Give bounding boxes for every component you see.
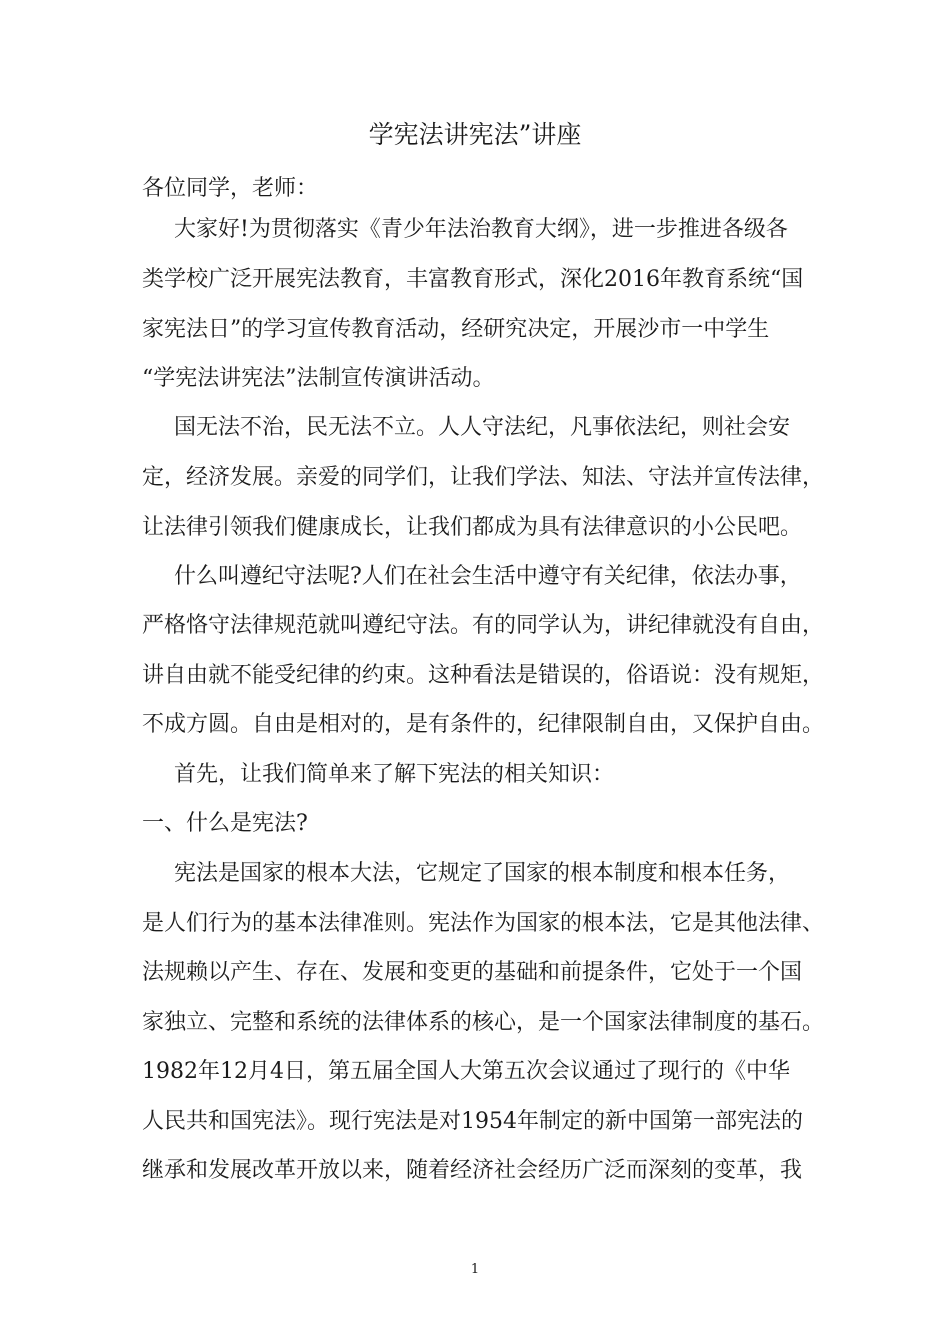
paragraph-line: 继承和发展改革开放以来，随着经济社会经历广泛而深刻的变革，我: [142, 1158, 803, 1183]
greeting: 各位同学，老师：: [142, 176, 319, 201]
paragraph-line: 家宪法日”的学习宣传教育活动，经研究决定，开展沙市一中学生: [142, 317, 770, 342]
paragraph-line: “学宪法讲宪法”法制宣传演讲活动。: [142, 366, 495, 391]
paragraph-line: 什么叫遵纪守法呢?人们在社会生活中遵守有关纪律，依法办事，: [174, 564, 802, 589]
paragraph-line: 大家好!为贯彻落实《青少年法治教育大纲》，进一步推进各级各: [174, 217, 788, 242]
paragraph-line: 人民共和国宪法》。现行宪法是对1954年制定的新中国第一部宪法的: [142, 1109, 803, 1134]
paragraph-line: 让法律引领我们健康成长，让我们都成为具有法律意识的小公民吧。: [142, 515, 803, 540]
paragraph-line: 家独立、完整和系统的法律体系的核心，是一个国家法律制度的基石。: [142, 1010, 825, 1035]
paragraph-line: 1982年12月4日，第五届全国人大第五次会议通过了现行的《中华: [142, 1059, 790, 1084]
paragraph-line: 讲自由就不能受纪律的约束。这种看法是错误的，俗语说：没有规矩，: [142, 663, 825, 688]
paragraph-line: 首先，让我们简单来了解下宪法的相关知识：: [174, 762, 615, 787]
document-title: 学宪法讲宪法”讲座: [368, 120, 582, 149]
paragraph-line: 国无法不治，民无法不立。人人守法纪，凡事依法纪，则社会安: [174, 415, 791, 440]
paragraph-line: 定，经济发展。亲爱的同学们，让我们学法、知法、守法并宣传法律，: [142, 465, 825, 490]
paragraph-line: 宪法是国家的根本大法，它规定了国家的根本制度和根本任务，: [174, 861, 791, 886]
paragraph-line: 是人们行为的基本法律准则。宪法作为国家的根本法，它是其他法律、: [142, 911, 825, 936]
paragraph-line: 不成方圆。自由是相对的，是有条件的，纪律限制自由，又保护自由。: [142, 712, 825, 737]
paragraph-line: 严格恪守法律规范就叫遵纪守法。有的同学认为，讲纪律就没有自由，: [142, 613, 825, 638]
page-number: 1: [470, 1262, 480, 1277]
section-heading: 一、什么是宪法?: [142, 811, 308, 836]
paragraph-line: 类学校广泛开展宪法教育，丰富教育形式，深化2016年教育系统“国: [142, 267, 804, 292]
paragraph-line: 法规赖以产生、存在、发展和变更的基础和前提条件，它处于一个国: [142, 960, 803, 985]
